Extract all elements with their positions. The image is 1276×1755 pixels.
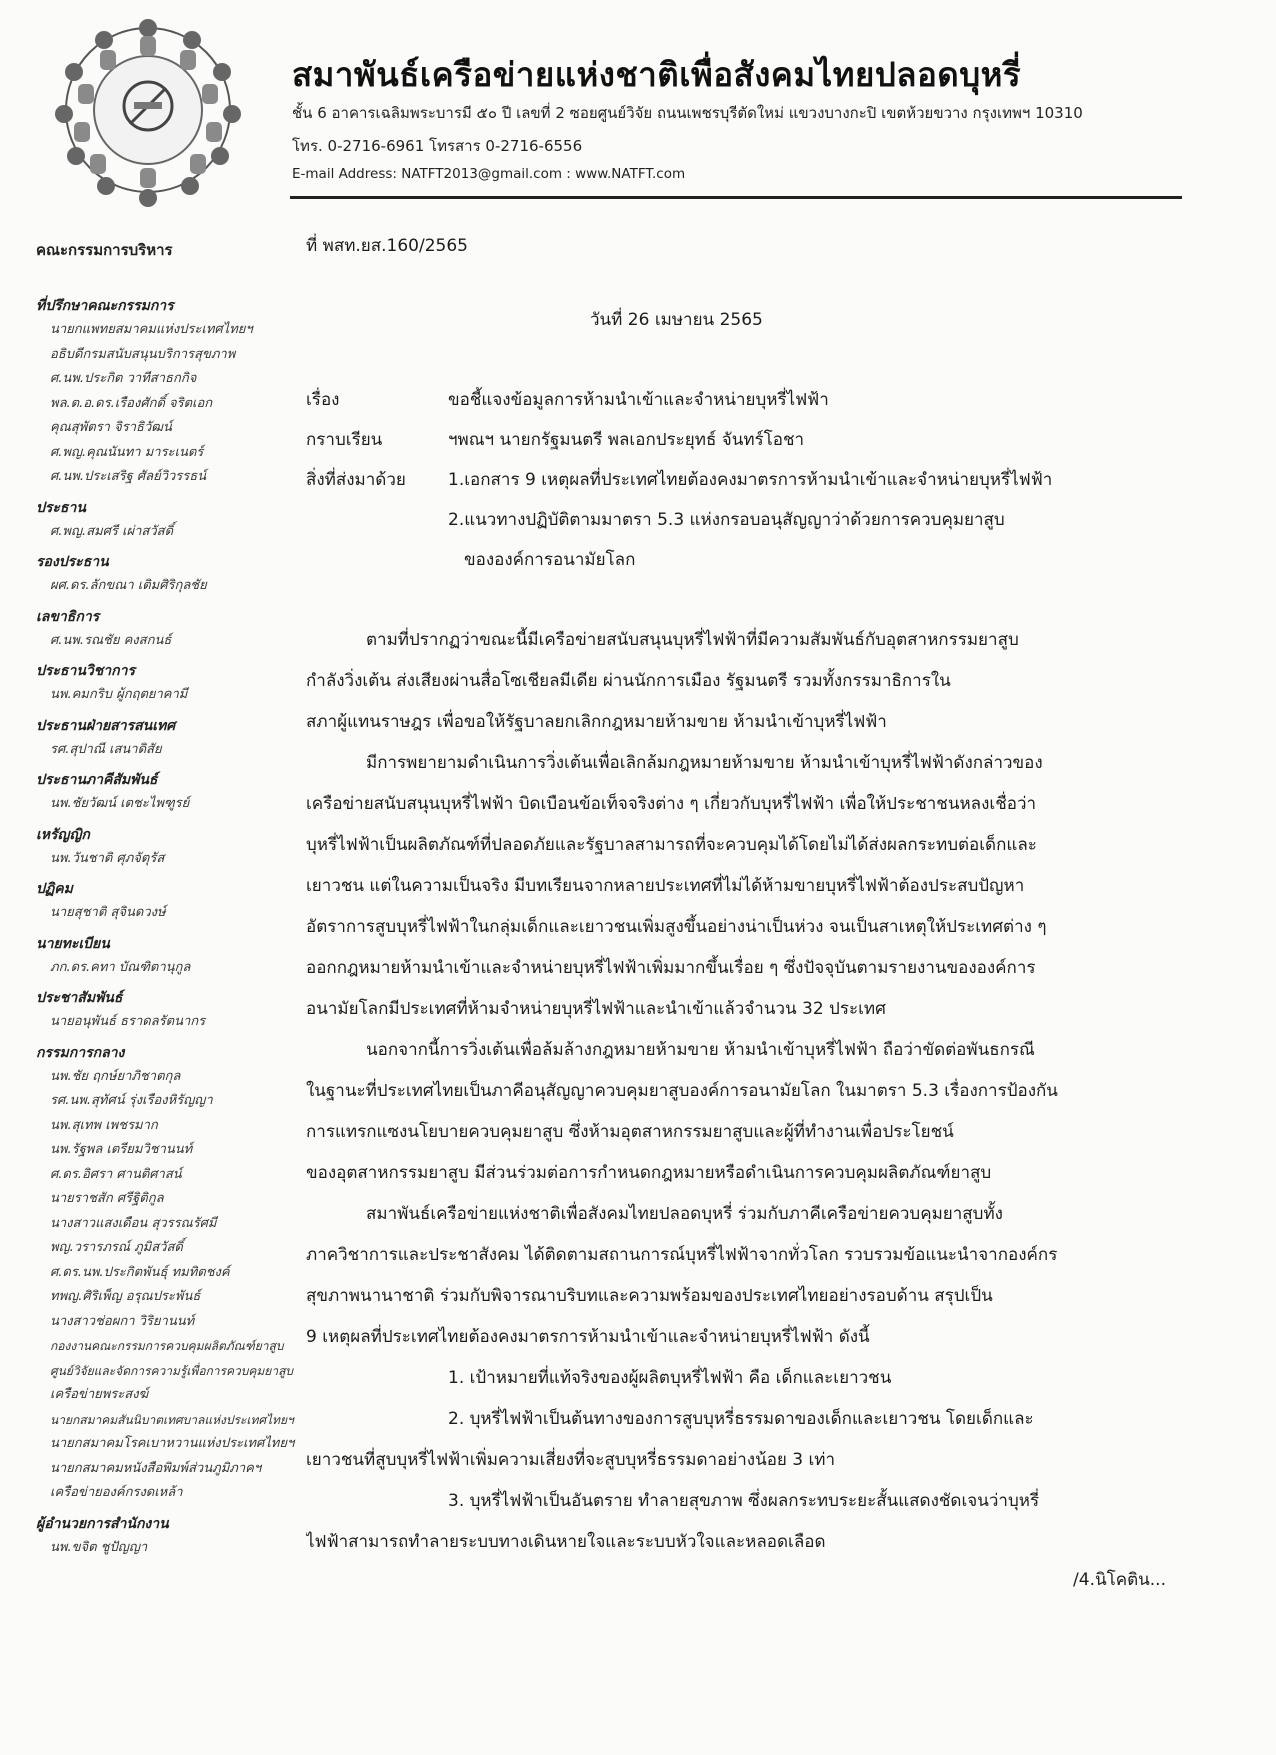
paragraph-line: ออกกฎหมายห้ามนำเข้าและจำหน่ายบุหรี่ไฟฟ้าเพิ่มมากขึ้นเรื่อย ๆ ซึ่งปัจจุบันตามรายงานขององค์การ (306, 958, 1036, 978)
enclosure-1: 1.เอกสาร 9 เหตุผลที่ประเทศไทยต้องคงมาตรการห้ามนำเข้าและจำหน่ายบุหรี่ไฟฟ้า (448, 470, 1053, 490)
committee-role-title: ประธานวิชาการ (36, 663, 135, 679)
paragraph-line: ภาควิชาการและประชาสังคม ได้ติดตามสถานการณ์บุหรี่ไฟฟ้าจากทั่วโลก รวบรวมข้อแนะนำจากองค์กร (306, 1245, 1058, 1265)
subject-label: เรื่อง (306, 390, 340, 410)
committee-member: นพ.ชัย ฤกษ์ยาภิชาตกุล (50, 1068, 181, 1084)
committee-group (36, 768, 336, 817)
committee-member: นพ.สุเทพ เพชรมาก (50, 1117, 158, 1133)
committee-role-title: ประธานฝ่ายสารสนเทศ (36, 717, 176, 734)
committee-member: ทพญ.ศิริเพ็ญ อรุณประพันธ์ (50, 1289, 201, 1304)
paragraph-line: สมาพันธ์เครือข่ายแห่งชาติเพื่อสังคมไทยปลอดบุหรี่ ร่วมกับภาคีเครือข่ายควบคุมยาสูบทั้ง (366, 1204, 1003, 1224)
committee-member: รศ.นพ.สุทัศน์ รุ่งเรืองหิรัญญา (50, 1093, 213, 1108)
recipient-label: กราบเรียน (306, 430, 383, 450)
paragraph-line: เครือข่ายสนับสนุนบุหรี่ไฟฟ้า บิดเบือนข้อเท็จจริงต่าง ๆ เกี่ยวกับบุหรี่ไฟฟ้า เพื่อให้ประชาชนหลงเชื่อว่า (306, 794, 1037, 814)
reason-item: 2. บุหรี่ไฟฟ้าเป็นต้นทางของการสูบบุหรี่ธรรมดาของเด็กและเยาวชน โดยเด็กและ (448, 1409, 1034, 1429)
committee-member: ศ.นพ.ประกิต วาทีสาธกกิจ (50, 371, 197, 386)
paragraph-1 (306, 620, 1158, 743)
committee-group (36, 550, 336, 599)
committee-group (36, 1041, 336, 1506)
committee-group (36, 605, 336, 654)
committee-member: นพ.ขจิต ชูปัญญา (50, 1539, 148, 1555)
recipient-row (306, 420, 1052, 460)
enclosure-2-continued: ขององค์การอนามัยโลก (464, 550, 636, 570)
recipient-text: ฯพณฯ นายกรัฐมนตรี พลเอกประยุทธ์ จันทร์โอชา (448, 430, 805, 450)
committee-member: ผศ.ดร.ลักขณา เติมศิริกุลชัย (50, 578, 207, 593)
committee-groups (36, 294, 336, 1560)
committee-member: นางสาวช่อผกา วิริยานนท์ (50, 1313, 195, 1329)
enclosure-row (306, 460, 1052, 500)
header-divider (290, 196, 1182, 199)
committee-group (36, 877, 336, 926)
committee-role-title: ประธานภาคีสัมพันธ์ (36, 772, 158, 788)
organization-phone-fax: โทร. 0-2716-6961 โทรสาร 0-2716-6556 (292, 137, 583, 155)
committee-member: นพ.ชัยวัฒน์ เตชะไพฑูรย์ (50, 796, 190, 811)
enclosure-2: 2.แนวทางปฏิบัติตามมาตรา 5.3 แห่งกรอบอนุสัญญาว่าด้วยการควบคุมยาสูบ (448, 510, 1005, 530)
committee-role-title: ที่ปรึกษาคณะกรรมการ (36, 298, 174, 314)
committee-role-title: นายทะเบียน (36, 935, 110, 952)
committee-member: นพ.วันชาติ ศุภจัตุรัส (50, 850, 165, 866)
paragraph-line: สภาผู้แทนราษฎร เพื่อขอให้รัฐบาลยกเลิกกฎหมายห้ามขาย ห้ามนำเข้าบุหรี่ไฟฟ้า (306, 712, 887, 732)
enclosure-label: สิ่งที่ส่งมาด้วย (306, 470, 406, 490)
committee-member: นายกสมาคมโรคเบาหวานแห่งประเทศไทยฯ (50, 1436, 295, 1451)
paragraph-line: ของอุตสาหกรรมยาสูบ มีส่วนร่วมต่อการกำหนดกฎหมายหรือดำเนินการควบคุมผลิตภัณฑ์ยาสูบ (306, 1163, 992, 1183)
committee-role-title: ประธาน (36, 499, 86, 516)
committee-member: ศ.พญ.คุณนันทา มาระเนตร์ (50, 444, 204, 460)
committee-member: นพ.คมกริบ ผู้กฤตยาคามี (50, 687, 188, 702)
paragraph-line: ในฐานะที่ประเทศไทยเป็นภาคีอนุสัญญาควบคุมยาสูบองค์การอนามัยโลก ในมาตรา 5.3 เรื่องการป้องกัน (306, 1081, 1058, 1101)
committee-member: นายราชสัก ศรีฐิติกูล (50, 1191, 164, 1206)
subject-row (306, 380, 1052, 420)
committee-group (36, 986, 336, 1035)
committee-member: อธิบดีกรมสนับสนุนบริการสุขภาพ (50, 346, 236, 362)
paragraph-4 (306, 1194, 1158, 1358)
paragraph-3 (306, 1030, 1158, 1194)
committee-role-title: ประชาสัมพันธ์ (36, 990, 123, 1006)
committee-group (36, 659, 336, 708)
letter-meta (306, 380, 1052, 580)
committee-member: นายกแพทยสมาคมแห่งประเทศไทยฯ (50, 322, 253, 337)
committee-group (36, 714, 336, 763)
enclosure-2-continued-line (306, 540, 1052, 580)
committee-member: นพ.รัฐพล เตรียมวิชานนท์ (50, 1142, 193, 1157)
committee-member: ศ.นพ.ประเสริฐ ศัลย์วิวรรธน์ (50, 469, 207, 484)
paragraph-line: 9 เหตุผลที่ประเทศไทยต้องคงมาตรการห้ามนำเข้าและจำหน่ายบุหรี่ไฟฟ้า ดังนี้ (306, 1327, 870, 1347)
committee-member: นายสุชาติ สุจินดวงษ์ (50, 905, 166, 920)
paragraph-line: กำลังวิ่งเต้น ส่งเสียงผ่านสื่อโซเชียลมีเดีย ผ่านนักการเมือง รัฐมนตรี รวมทั้งกรรมาธิการใน (306, 671, 951, 691)
committee-member: ศ.นพ.รณชัย คงสกนธ์ (50, 632, 172, 648)
committee-member: นายอนุพันธ์ ธราดลรัตนากร (50, 1014, 206, 1029)
paragraph-2 (306, 743, 1158, 1030)
organization-email-website: E-mail Address: NATFT2013@gmail.com : www.NATFT.com (292, 166, 686, 182)
letter-date: วันที่ 26 เมษายน 2565 (590, 310, 763, 330)
committee-group (36, 496, 336, 545)
committee-member: ภก.ดร.คทา บัณฑิตานุกูล (50, 959, 191, 975)
committee-role-title: เลขาธิการ (36, 608, 100, 625)
committee-member: คุณสุพัตรา จิราธิวัฒน์ (50, 420, 172, 435)
reason-item: เยาวชนที่สูบบุหรี่ไฟฟ้าเพิ่มความเสี่ยงที่จะสูบบุหรี่ธรรมดาอย่างน้อย 3 เท่า (306, 1450, 836, 1470)
committee-group (36, 294, 336, 490)
committee-member: ศ.พญ.สมศรี เผ่าสวัสดิ์ (50, 523, 174, 539)
paragraph-line: อนามัยโลกมีประเทศที่ห้ามจำหน่ายบุหรี่ไฟฟ้าและนำเข้าแล้วจำนวน 32 ประเทศ (306, 999, 886, 1019)
committee-role-title: ผู้อำนวยการสำนักงาน (36, 1515, 169, 1532)
subject-text: ขอชี้แจงข้อมูลการห้ามนำเข้าและจำหน่ายบุหรี่ไฟฟ้า (448, 390, 829, 410)
committee-role-title: เหรัญญิก (36, 826, 90, 843)
committee-member: นางสาวแสงเดือน สุวรรณรัศมี (50, 1215, 217, 1231)
committee-member: เครือข่ายองค์กรงดเหล้า (50, 1485, 183, 1500)
continued-marker: /4.นิโคติน... (1073, 1570, 1166, 1590)
committee-member: รศ.สุปาณี เสนาดิสัย (50, 741, 162, 757)
enclosure-2-line (306, 500, 1052, 540)
committee-member: ศ.ดร.อิศรา ศานติศาสน์ (50, 1166, 182, 1182)
reason-item: 3. บุหรี่ไฟฟ้าเป็นอันตราย ทำลายสุขภาพ ซึ่งผลกระทบระยะสั้นแสดงชัดเจนว่าบุหรี่ (448, 1491, 1040, 1511)
committee-role-title: รองประธาน (36, 554, 109, 570)
reason-item: 1. เป้าหมายที่แท้จริงของผู้ผลิตบุหรี่ไฟฟ้า คือ เด็กและเยาวชน (448, 1368, 892, 1388)
paragraph-line: อัตราการสูบบุหรี่ไฟฟ้าในกลุ่มเด็กและเยาวชนเพิ่มสูงขึ้นอย่างน่าเป็นห่วง จนเป็นสาเหตุให้ประเทศต่าง ๆ (306, 917, 1047, 937)
reasons-list (306, 1358, 1158, 1563)
reference-number: ที่ พสท.ยส.160/2565 (306, 236, 468, 256)
committee-sidebar (36, 238, 336, 1566)
committee-member: นายกสมาคมสันนิบาตเทศบาลแห่งประเทศไทยฯ (50, 1412, 294, 1427)
paragraph-line: มีการพยายามดำเนินการวิ่งเต้นเพื่อเลิกล้มกฎหมายห้ามขาย ห้ามนำเข้าบุหรี่ไฟฟ้าดังกล่าวของ (366, 753, 1043, 773)
committee-member: พล.ต.อ.ดร.เรืองศักดิ์ จริตเอก (50, 395, 213, 411)
committee-member: นายกสมาคมหนังสือพิมพ์ส่วนภูมิภาคฯ (50, 1460, 262, 1476)
committee-member: กองงานคณะกรรมการควบคุมผลิตภัณฑ์ยาสูบ (50, 1339, 284, 1353)
committee-group (36, 932, 336, 981)
committee-role-title: กรรมการกลาง (36, 1044, 125, 1061)
paragraph-line: สุขภาพนานาชาติ ร่วมกับพิจารณาบริบทและความพร้อมของประเทศไทยอย่างรอบด้าน สรุปเป็น (306, 1286, 993, 1306)
organization-address: ชั้น 6 อาคารเฉลิมพระบารมี ๕๐ ปี เลขที่ 2 ซอยศูนย์วิจัย ถนนเพชรบุรีตัดใหม่ แขวงบางกะปิ เขตห้วยขวาง กรุงเทพฯ 10310 (292, 104, 1083, 122)
paragraph-line: นอกจากนี้การวิ่งเต้นเพื่อล้มล้างกฎหมายห้ามขาย ห้ามนำเข้าบุหรี่ไฟฟ้า ถือว่าขัดต่อพันธกรณี (366, 1040, 1035, 1060)
organization-logo-icon (42, 14, 254, 214)
committee-heading: คณะกรรมการบริหาร (36, 241, 173, 259)
paragraph-line: เยาวชน แต่ในความเป็นจริง มีบทเรียนจากหลายประเทศที่ไม่ได้ห้ามขายบุหรี่ไฟฟ้าต้องประสบปัญหา (306, 876, 1025, 896)
paragraph-line: การแทรกแซงนโยบายควบคุมยาสูบ ซึ่งห้ามอุตสาหกรรมยาสูบและผู้ที่ทำงานเพื่อประโยชน์ (306, 1122, 954, 1142)
committee-group (36, 1512, 336, 1561)
paragraph-line: ตามที่ปรากฏว่าขณะนี้มีเครือข่ายสนับสนุนบุหรี่ไฟฟ้าที่มีความสัมพันธ์กับอุตสาหกรรมยาสูบ (366, 630, 1019, 650)
reason-item: ไฟฟ้าสามารถทำลายระบบทางเดินหายใจและระบบหัวใจและหลอดเลือด (306, 1532, 826, 1552)
letter-body (306, 620, 1158, 1563)
committee-member: พญ.วรารภรณ์ ภูมิสวัสดิ์ (50, 1240, 183, 1255)
organization-name: สมาพันธ์เครือข่ายแห่งชาติเพื่อสังคมไทยปลอดบุหรี่ (292, 55, 1022, 94)
committee-group (36, 823, 336, 872)
committee-role-title: ปฏิคม (36, 881, 73, 897)
committee-member: ศูนย์วิจัยและจัดการความรู้เพื่อการควบคุมยาสูบ (50, 1363, 294, 1378)
paragraph-line: บุหรี่ไฟฟ้าเป็นผลิตภัณฑ์ที่ปลอดภัยและรัฐบาลสามารถที่จะควบคุมได้โดยไม่ได้ส่งผลกระทบต่อเด็กและ (306, 835, 1037, 855)
committee-member: เครือข่ายพระสงฆ์ (50, 1387, 149, 1402)
committee-member: ศ.ดร.นพ.ประกิตพันธุ์ ทมทิตชงค์ (50, 1264, 230, 1280)
